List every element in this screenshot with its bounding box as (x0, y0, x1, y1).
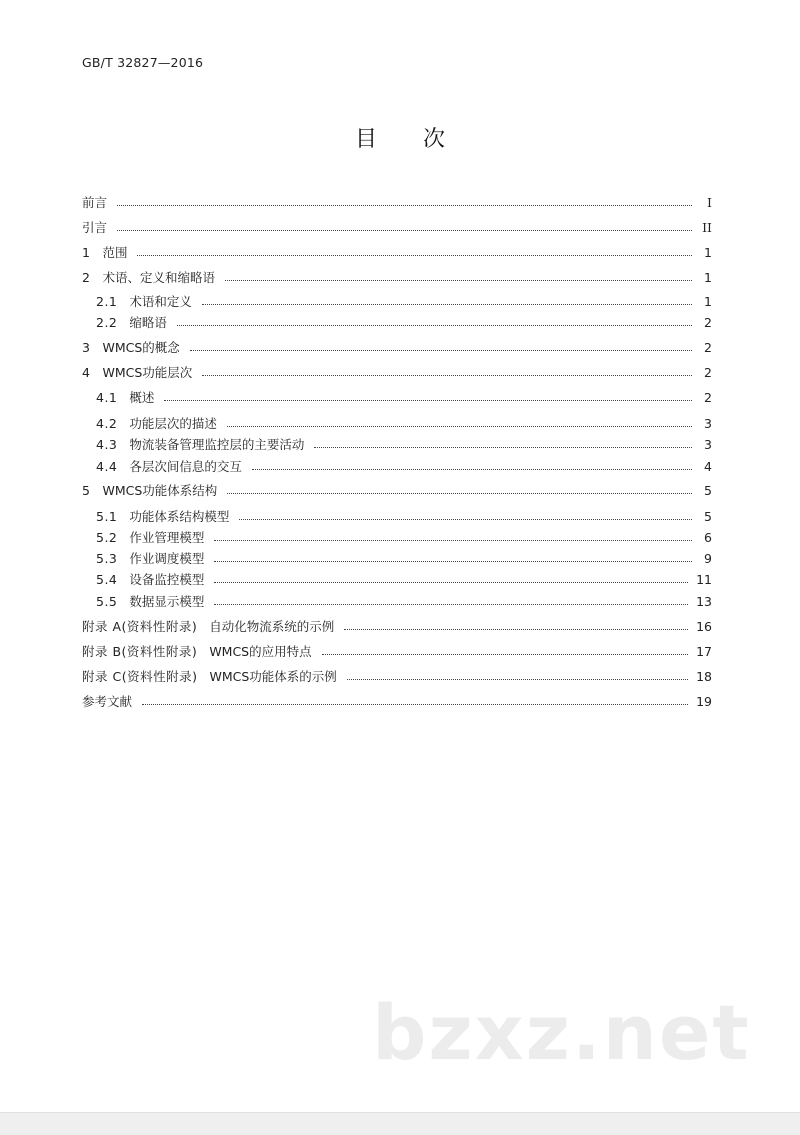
toc-entry[interactable] (82, 338, 712, 356)
page-bottom-edge (0, 1112, 800, 1135)
dot-leader (239, 519, 692, 520)
toc-entry-page: 18 (696, 668, 712, 684)
dot-leader (117, 230, 692, 231)
toc-entry-label: 功能体系结构模型 (129, 509, 230, 524)
toc-entry-page: 11 (696, 571, 712, 587)
toc-entry-number: 4.4 (96, 458, 118, 474)
dot-leader (347, 679, 688, 680)
toc-entry-page: 17 (696, 643, 712, 659)
toc-entry-number: 2.1 (96, 293, 118, 309)
toc-entry[interactable] (96, 414, 712, 432)
toc-entry-number: 5.5 (96, 593, 118, 609)
toc-entry[interactable] (82, 193, 712, 211)
dot-leader (190, 350, 692, 351)
dot-leader (227, 426, 692, 427)
dot-leader (202, 375, 692, 376)
toc-entry[interactable] (96, 570, 712, 588)
toc-entry-number: 2 (82, 269, 91, 285)
toc-entry-page: 5 (704, 508, 712, 524)
toc-entry-page: 6 (704, 529, 712, 545)
toc-entry-label: 物流装备管理监控层的主要活动 (129, 437, 305, 452)
toc-entry-label: 术语、定义和缩略语 (102, 270, 215, 285)
toc-entry-page: 1 (704, 293, 712, 309)
toc-entry-number: 5.2 (96, 529, 118, 545)
dot-leader (214, 540, 692, 541)
dot-leader (322, 654, 688, 655)
toc-entry-page: 2 (704, 364, 712, 380)
toc-entry-number: 4 (82, 364, 91, 380)
toc-entry-number: 4.2 (96, 415, 118, 431)
toc-entry-number: 2.2 (96, 314, 118, 330)
toc-entry[interactable] (82, 692, 712, 710)
toc-entry-label: 概述 (129, 390, 155, 405)
dot-leader (214, 582, 688, 583)
dot-leader (164, 400, 692, 401)
toc-entry-page: 5 (704, 482, 712, 498)
toc-entry-label: 引言 (82, 220, 108, 235)
toc-entry-label: WMCS的应用特点 (209, 644, 312, 659)
toc-entry-page: 1 (704, 269, 712, 285)
dot-leader (142, 704, 688, 705)
toc-entry-label: 各层次间信息的交互 (129, 459, 242, 474)
toc-entry-number: 附录 A(资料性附录) (82, 619, 198, 634)
toc-entry-page: 9 (704, 550, 712, 566)
toc-entry[interactable] (82, 481, 712, 499)
toc-entry-label: 前言 (82, 195, 108, 210)
toc-entry[interactable] (96, 507, 712, 525)
toc-entry-label: 设备监控模型 (129, 572, 205, 587)
dot-leader (117, 205, 692, 206)
toc-entry[interactable] (82, 218, 712, 236)
dot-leader (214, 604, 688, 605)
dot-leader (225, 280, 692, 281)
toc-entry-label: 数据显示模型 (129, 594, 205, 609)
page-title: 目次 (354, 127, 491, 152)
toc-entry[interactable] (96, 292, 712, 310)
dot-leader (177, 325, 692, 326)
toc-entry[interactable] (96, 549, 712, 567)
toc-entry-page: 19 (696, 693, 712, 709)
toc-entry-number: 4.3 (96, 436, 118, 452)
toc-entry[interactable] (96, 435, 712, 453)
dot-leader (252, 469, 692, 470)
toc-entry-page: 13 (696, 593, 712, 609)
toc-entry-page: II (702, 219, 712, 235)
toc-entry[interactable] (82, 363, 712, 381)
toc-entry-label: WMCS功能体系结构 (102, 483, 218, 498)
toc-entry-number: 1 (82, 244, 91, 260)
toc-entry-label: WMCS功能层次 (102, 365, 193, 380)
toc-entry-number: 3 (82, 339, 91, 355)
toc-entry-number: 5 (82, 482, 91, 498)
dot-leader (137, 255, 692, 256)
toc-entry-number: 附录 C(资料性附录) (82, 669, 198, 684)
toc-entry-label: 作业管理模型 (129, 530, 205, 545)
dot-leader (202, 304, 692, 305)
toc-entry[interactable] (96, 388, 712, 406)
toc-entry-number: 4.1 (96, 389, 118, 405)
toc-entry-label: 范围 (102, 245, 128, 260)
toc-entry-page: 16 (696, 618, 712, 634)
toc-entry-label: 自动化物流系统的示例 (209, 619, 335, 634)
toc-entry-number: 5.3 (96, 550, 118, 566)
toc-entry-page: I (707, 194, 712, 210)
toc-entry[interactable] (96, 457, 712, 475)
toc-entry-page: 4 (704, 458, 712, 474)
toc-entry[interactable] (96, 592, 712, 610)
toc-entry[interactable] (82, 667, 712, 685)
toc-entry[interactable] (82, 268, 712, 286)
toc-entry-label: 术语和定义 (129, 294, 192, 309)
toc-entry-number: 5.1 (96, 508, 118, 524)
toc-entry-label: 作业调度模型 (129, 551, 205, 566)
toc-entry-page: 3 (704, 415, 712, 431)
toc-entry-number: 5.4 (96, 571, 118, 587)
toc-entry-page: 2 (704, 339, 712, 355)
toc-entry[interactable] (82, 243, 712, 261)
dot-leader (214, 561, 692, 562)
dot-leader (344, 629, 688, 630)
toc-entry[interactable] (82, 617, 712, 635)
toc-entry-number: 附录 B(资料性附录) (82, 644, 198, 659)
toc-entry-page: 3 (704, 436, 712, 452)
dot-leader (227, 493, 692, 494)
toc-entry[interactable] (96, 313, 712, 331)
watermark: bzxz.net (372, 988, 751, 1077)
toc-entry-page: 1 (704, 244, 712, 260)
standard-number: GB/T 32827—2016 (82, 55, 204, 70)
toc-entry-label: WMCS功能体系的示例 (209, 669, 337, 684)
toc-entry-page: 2 (704, 314, 712, 330)
toc-entry[interactable] (82, 642, 712, 660)
toc-entry-label: 缩略语 (129, 315, 167, 330)
toc-entry-label: 功能层次的描述 (129, 416, 217, 431)
toc-entry-page: 2 (704, 389, 712, 405)
toc-entry[interactable] (96, 528, 712, 546)
toc-entry-label: WMCS的概念 (102, 340, 180, 355)
dot-leader (314, 447, 692, 448)
toc-entry-label: 参考文献 (82, 694, 133, 709)
